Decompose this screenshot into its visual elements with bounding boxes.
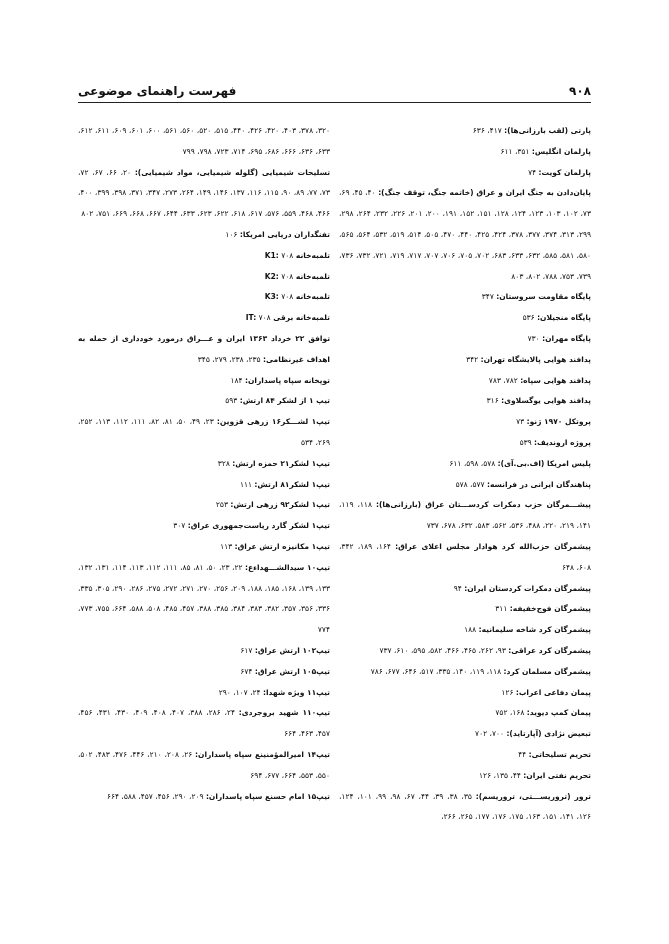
index-entry-pages: ۷۴ (528, 167, 537, 177)
index-entry-term: پدافند هوایی یوگسلاوی: (501, 396, 591, 406)
index-entry (78, 121, 330, 163)
index-entry (339, 641, 591, 662)
index-entry-pages: ۵۷۷، ۵۷۸ (455, 479, 485, 489)
index-entry-pages: ۱۸۸ (464, 625, 477, 635)
index-entry (78, 287, 330, 308)
index-entry-term: ترور (تروریســـتی، تروریسم): (475, 791, 592, 801)
index-entry-pages: ۵۳۶ (522, 313, 535, 323)
index-entry-pages: ۱۱۸، ۱۱۹، ۱۴۱، ۲۱۹، ۲۲۰، ۴۸۸، ۵۳۶، ۵۶۲، ۵۸۳، ۶۳۲، ۶۷۸، ۷۳۷ (339, 500, 591, 531)
index-entry (339, 412, 591, 433)
index-entry-term: تحریم تسلیحاتی: (528, 749, 591, 759)
index-entry-pages: ۷۰۸ (281, 271, 294, 281)
index-entry-term: تحریم نفتی ایران: (523, 770, 591, 780)
index-entry-pages: ۵۳۹ (519, 437, 532, 447)
index-entry (339, 371, 591, 392)
index-entry (78, 537, 330, 558)
index-entry-pages: ۶۷۴ (240, 666, 253, 676)
index-entry (78, 475, 330, 496)
index-entry-pages: ۲۰، ۶۶، ۶۷، ۷۲، ۷۳، ۷۷، ۸۹، ۹۰، ۱۱۵، ۱۱۶، ۱۳۷، ۱۴۶، ۱۴۹، ۲۶۴، ۲۷۳، ۳۴۷، ۳۷۱، ۳۹۸، ۳۹۹، ۴۰۰، ۴۶۶، ۴۶۸، ۵۵۹، ۵۷۶، ۶۱۷، ۶۱۸، ۶۲۲، ۶۲۳، ۶۳۳، ۶۴۴، ۶۶۷، ۶۶۸، ۶۶۹، ۷۵۱، ۸۰۲ (78, 167, 330, 219)
index-entry-term: پیمان کمپ دیوید: (526, 708, 591, 718)
index-entry-pages: ۲۳۵، ۲۳۸، ۲۷۹، ۳۴۵ (197, 354, 261, 364)
index-entry-term: تیپ۱ لشکر گارد ریاست‌جمهوری عراق: (187, 521, 330, 531)
index-entry (339, 662, 591, 683)
page-header (78, 76, 591, 103)
index-entry (339, 350, 591, 371)
index-entry (78, 745, 330, 787)
index-entry-term: پدافند هوایی سپاه: (520, 375, 591, 385)
index-entry-pages: ۳۲۰، ۳۷۸، ۴۰۳، ۴۲۰، ۴۲۶، ۴۴۰، ۵۱۵، ۵۲۰، ۵۶۰، ۵۶۱، ۶۰۰، ۶۰۱، ۶۰۹، ۶۱۱، ۶۱۲، ۶۳۳، ۶۳۶، ۶۶۶، ۶۸۶، ۶۹۵، ۷۱۴، ۷۲۳، ۷۹۸، ۷۹۹ (78, 126, 331, 156)
index-entry (339, 433, 591, 454)
index-entry-pages: ۲۲، ۲۳، ۵۰، ۸۱، ۸۵، ۱۱۱، ۱۱۲، ۱۱۳، ۱۱۴، ۱۳۱، ۱۳۲، ۱۳۳، ۱۳۹، ۱۶۸، ۱۸۵، ۱۸۸، ۲۰۹، ۲۵۶، ۲۷۰، ۲۷۱، ۲۷۲، ۲۷۵، ۲۸۶، ۲۹۰، ۳۰۵، ۳۳۵، ۳۳۶، ۳۵۶، ۳۵۷، ۳۸۲، ۳۸۳، ۳۸۴، ۳۸۵، ۳۸۸، ۴۵۷، ۴۸۵، ۵۰۸، ۵۸۸، ۶۶۴، ۷۵۵، ۷۷۳، ۷۷۴ (78, 562, 331, 635)
index-entry (339, 495, 591, 537)
index-column-left (78, 121, 330, 807)
index-entry-term: پیشمرگان حزب‌الله کرد هوادار مجلس اعلای عراق: (395, 541, 591, 551)
index-entry (339, 683, 591, 704)
index-entry-term: پایگاه منجیلان: (537, 313, 591, 323)
index-entry-term: پیشمرگان دمکرات کردستان ایران: (464, 583, 591, 593)
index-entry-pages: ۱۱۱ (239, 479, 253, 489)
index-entry-pages: ۲۴، ۲۸۶، ۳۸۸، ۴۰۷، ۴۰۸، ۴۰۹، ۴۳۰، ۴۳۱، ۴۵۶، ۴۵۷، ۴۶۳، ۶۶۴ (78, 708, 330, 739)
index-entry (78, 683, 330, 704)
index-entry (339, 308, 591, 329)
index-entry-pages: ۷۰۸ (258, 313, 271, 323)
index-entry (339, 454, 591, 475)
index-entry-term: تلمبه‌خانه K2: (264, 271, 330, 281)
index-entry (339, 329, 591, 350)
index-entry (339, 724, 591, 745)
index-entry (339, 703, 591, 724)
index-entry-pages: ۱۶۸، ۷۵۲ (495, 708, 525, 718)
index-entry-pages: ۱۱۸، ۱۱۹، ۱۴۰، ۳۳۵، ۵۱۷، ۶۴۶، ۶۷۷، ۷۸۶ (370, 666, 502, 676)
index-entry-pages: ۷۸۲، ۷۸۳ (488, 375, 518, 385)
index-entry-pages: ۴۴ (518, 749, 527, 759)
index-entry-term: تیپ۱ مکانیزه ارتش عراق: (234, 541, 330, 551)
index-entry-term: پایان‌دادن به جنگ ایران و عراق (خاتمه جنگ، توقف جنگ): (378, 188, 591, 198)
index-entry-term: تیپ۱ لشکر۹۲ زرهی ارتش: (230, 500, 330, 510)
index-entry-term: پیشـــمرگان حزب دمکرات کردســـتان عراق (بارزانی‌ها): (375, 500, 591, 510)
index-entry-pages: ۳۴۷ (481, 292, 494, 302)
index-entry-term: پروتکل ۱۹۷۰ ژنو: (526, 417, 591, 427)
index-entry-term: پلیس امریکا (اف.بی.آی): (497, 458, 591, 468)
index-entry (78, 412, 330, 454)
index-entry-pages: ۴۴، ۱۳۵، ۱۲۶ (479, 770, 521, 780)
index-entry-term: تلمبه‌خانه برقی IT: (245, 313, 330, 323)
index-entry-term: پارتی (لقب بارزانی‌ها): (504, 126, 591, 135)
index-entry-pages: ۳۱۶ (486, 396, 499, 406)
index-entry-pages: ۱۱۳ (220, 541, 233, 551)
index-entry (339, 183, 591, 287)
index-entry (339, 766, 591, 787)
index-entry-term: تلمبه‌خانه K3: (264, 292, 330, 302)
index-entry (339, 287, 591, 308)
index-entry-pages: ۳۱۱ (495, 604, 508, 614)
index-entry-pages: ۳۲۸ (217, 458, 230, 468)
index-entry-pages: ۲۴، ۱۰۷، ۲۹۰ (218, 687, 261, 697)
index-entry-term: پایگاه مقاومت سروستان: (496, 292, 591, 302)
index-entry (339, 163, 591, 184)
index-entry-pages: ۲۵۳ (215, 500, 228, 510)
index-entry-term: پارلمان کویت: (538, 167, 591, 177)
index-entry-term: تبعیض نژادی (آپارتاید): (506, 729, 591, 739)
index-entry-term: تیپ۱ لشکر۲۱ حمزه ارتش: (232, 458, 330, 468)
index-entry (78, 641, 330, 662)
index-entry-term: پیشمرگان کرد عراقی: (508, 645, 591, 655)
index-entry (78, 163, 330, 225)
index-entry-term: تسلیحات شیمیایی (گلوله شیمیایی، مواد شیمیایی): (134, 167, 331, 177)
index-entry-pages: ۵۹۳ (225, 396, 238, 406)
index-entry-pages: ۱۶۴، ۱۸۹، ۳۴۲، ۶۰۸، ۶۴۸ (339, 541, 591, 572)
index-entry-pages: ۷۳ (516, 417, 525, 427)
index-entry (78, 329, 330, 371)
page-number: ۹۰۸ (569, 84, 591, 98)
index-entry-term: تیپ۱۱ ویژه شهدا: (262, 687, 330, 697)
index-entry (78, 246, 330, 267)
index-entry-term: تیپ۱۴ امیرالمؤمنینع سپاه پاسداران: (195, 749, 330, 759)
index-entry (78, 662, 330, 683)
index-entry-term: تلمبه‌خانه K1: (264, 250, 330, 260)
index-entry (339, 121, 591, 142)
index-entry-pages: ۵۷۸، ۵۹۸، ۶۱۱ (449, 458, 496, 468)
index-entry-pages: ۷۰۸ (281, 292, 294, 302)
index-entry (78, 371, 330, 392)
index-entry-term: تیپ۱۰ سیدالشـــهداءع: (245, 562, 331, 572)
index-entry-pages: ۲۰۹، ۲۹۰، ۴۵۶، ۴۵۷، ۵۸۸، ۶۶۴ (106, 791, 204, 801)
index-entry-term: تفنگداران دریایی امریکا: (239, 229, 330, 239)
index-entry-pages: ۱۰۶ (225, 229, 238, 239)
index-entry-pages: ۹۳، ۲۶۲، ۴۶۵، ۴۶۶، ۵۸۲، ۵۹۵، ۶۱۰، ۷۳۷ (379, 645, 506, 655)
index-entry-pages: ۶۱۷ (240, 645, 253, 655)
index-entry (339, 599, 591, 620)
index-entry-term: پارلمان انگلیس: (531, 146, 591, 156)
index-entry-term: پدافند هوایی پالایشگاه تهران: (480, 354, 591, 364)
index-entry (339, 475, 591, 496)
index-entry-pages: ۴۱۷، ۶۳۶ (472, 126, 502, 135)
index-column-right (339, 121, 591, 828)
index-entry (78, 516, 330, 537)
index-entry-term: تیپ۱ لشکر۸۱ ارتش: (254, 479, 330, 489)
index-entry (78, 703, 330, 745)
index-entry (339, 391, 591, 412)
index-entry (78, 267, 330, 288)
index-entry-pages: ۱۸۴ (230, 375, 243, 385)
index-entry (78, 558, 330, 641)
index-entry-term: تیپ۱۵ امام حسنع سپاه پاسداران: (205, 791, 330, 801)
index-entry-term: پیمان دفاعی اعراب: (515, 687, 591, 697)
index-entry (339, 142, 591, 163)
index-entry-term: تیپ۱۰۵ ارتش عراق: (254, 666, 330, 676)
index-entry (78, 495, 330, 516)
index-entry-pages: ۷۰۸ (281, 250, 294, 260)
index-entry-term: پروژه اروندیف: (534, 437, 591, 447)
index-entry (78, 225, 330, 246)
index-entry (339, 579, 591, 600)
index-entry (78, 308, 330, 329)
index-entry (339, 745, 591, 766)
index-entry-pages: ۳۰۷ (173, 521, 186, 531)
index-entry-term: توافق ۲۲ خرداد ۱۳۶۳ ایران و عـــراق درمورد خودداری از حمله به اهداف غیرنظامی: (78, 333, 331, 364)
index-entry-term: تیپ۱۱۰ شهید بروجردی: (238, 708, 331, 718)
index-entry-term: تیپ ۱ از لشکر ۸۴ ارتش: (239, 396, 330, 406)
index-entry (339, 537, 591, 579)
index-entry-term: تیپ۱۰۲ ارتش عراق: (254, 645, 330, 655)
index-entry-pages: ۷۳۰ (527, 333, 540, 343)
index-entry (78, 454, 330, 475)
index-entry-term: تیپ۱ لشـــکر۱۶ زرهی قزوین: (216, 417, 330, 427)
index-entry-pages: ۳۵۱، ۶۱۱ (500, 146, 530, 156)
index-entry-pages: ۱۲۶ (501, 687, 514, 697)
index-entry (78, 391, 330, 412)
index-entry-pages: ۳۴۲ (466, 354, 479, 364)
index-entry (339, 787, 591, 829)
index-entry-term: توپخانه سپاه پاسداران: (244, 375, 330, 385)
index-entry-term: پیشمرگان فوج‌خفیفه: (509, 604, 591, 614)
index-entry-pages: ۲۳، ۴۹، ۵۰، ۸۱، ۸۲، ۱۱۱، ۱۱۲، ۱۱۳، ۲۵۲، ۲۶۹، ۵۳۴ (78, 417, 330, 447)
index-entry-pages: ۷۰۰، ۷۰۲ (475, 729, 505, 739)
index-entry-term: پایگاه مهران: (542, 333, 591, 343)
index-entry-pages: ۲۶، ۲۰۸، ۲۱۰، ۴۴۶، ۴۷۶، ۴۸۳، ۵۰۲، ۵۵۰، ۵۵۳، ۶۶۴، ۶۷۷، ۶۹۴ (78, 749, 330, 780)
index-entry-pages: ۳۵، ۳۸، ۳۹، ۴۴، ۶۷، ۹۸، ۹۹، ۱۰۱، ۱۲۴، ۱۲۶، ۱۴۱، ۱۵۱، ۱۶۳، ۱۷۵، ۱۷۶، ۱۷۷، ۲۶۵، ۲۶۶، (339, 791, 591, 822)
index-entry-pages: ۴۰، ۴۵، ۶۹، ۷۳، ۱۰۲، ۱۰۳، ۱۲۳، ۱۲۴، ۱۲۸، ۱۵۱، ۱۵۲، ۱۹۱، ۲۰۰، ۲۰۱، ۲۲۶، ۲۳۲، ۲۶۴، ۲۹۸، ۲۹۹، ۳۱۳، ۳۷۴، ۳۷۷، ۳۷۸، ۴۲۴، ۴۲۵، ۴۴۰، ۴۷۰، ۵۰۵، ۵۱۴، ۵۱۹، ۵۳۲، ۵۶۴، ۵۶۵، ۵۸۰، ۵۸۱، ۵۸۵، ۶۳۲، ۶۳۳، ۶۸۳، ۷۰۲، ۷۰۵، ۷۰۶، ۷۰۷، ۷۱۷، ۷۱۹، ۷۲۱، ۷۳۲، ۷۳۶، ۷۳۹، ۷۵۳، ۷۸۸، ۸۰۲، ۸۰۳ (339, 188, 592, 281)
running-title: فهرست راهنمای موضوعی (78, 84, 237, 98)
index-entry-pages: ۹۴ (453, 583, 462, 593)
index-entry-term: پیشمرگان مسلمان کرد: (503, 666, 591, 676)
index-entry (78, 787, 330, 808)
index-entry-term: پیشمرگان کرد شاخه سلیمانیه: (478, 625, 591, 635)
index-entry-term: پناهندگان ایرانی در فرانسه: (486, 479, 591, 489)
index-entry (339, 620, 591, 641)
